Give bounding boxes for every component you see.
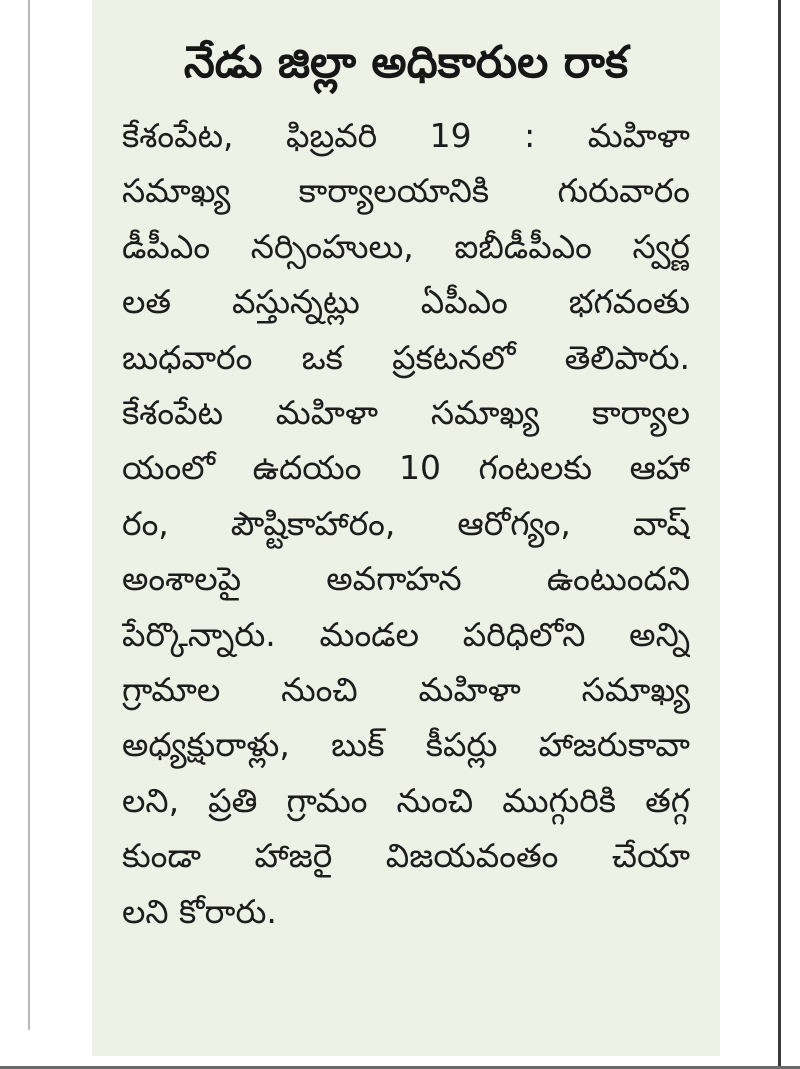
column-divider-left <box>28 0 30 1030</box>
article-body-line: డీపీఎం నర్సింహులు, ఐబీడీపీఎం స్వర్ణ <box>122 226 690 266</box>
article-body-line: లని కోరారు. <box>122 891 277 931</box>
article-body-line: గ్రామాల నుంచి మహిళా సమాఖ్య <box>122 670 690 710</box>
article-body-line: రం, పౌష్టికాహారం, ఆరోగ్యం, వాష్ <box>122 503 690 543</box>
article-body-line: కేశంపేట మహిళా సమాఖ్య కార్యాల <box>122 393 690 433</box>
article-body-line: పేర్కొన్నారు. మండల పరిధిలోని అన్ని <box>122 614 690 654</box>
article-body-line: లత వస్తున్నట్లు ఏపీఎం భగవంతు <box>122 282 690 322</box>
article-body-line: అధ్యక్షురాళ్లు, బుక్ కీపర్లు హాజరుకావా <box>122 725 690 765</box>
article-body-line: కేశంపేట, ఫిబ్రవరి 19 : మహిళా <box>122 116 690 155</box>
article-body-line: కుండా హాజరై విజయవంతం చేయా <box>122 836 690 876</box>
article-body <box>122 108 690 939</box>
article-body-line: సమాఖ్య కార్యాలయానికి గురువారం <box>122 171 690 211</box>
article-body-line: బుధవారం ఒక ప్రకటనలో తెలిపారు. <box>122 337 690 377</box>
news-article <box>92 0 720 1056</box>
article-body-line: లని, ప్రతి గ్రామం నుంచి ముగ్గురికి తగ్గ <box>122 780 690 820</box>
column-divider-right <box>778 0 781 1069</box>
article-body-line: యంలో ఉదయం 10 గంటలకు ఆహా <box>122 448 690 488</box>
article-headline: నేడు జిల్లా అధికారుల రాక <box>183 37 629 88</box>
article-body-line: అంశాలపై అవగాహన ఉంటుందని <box>122 559 690 599</box>
